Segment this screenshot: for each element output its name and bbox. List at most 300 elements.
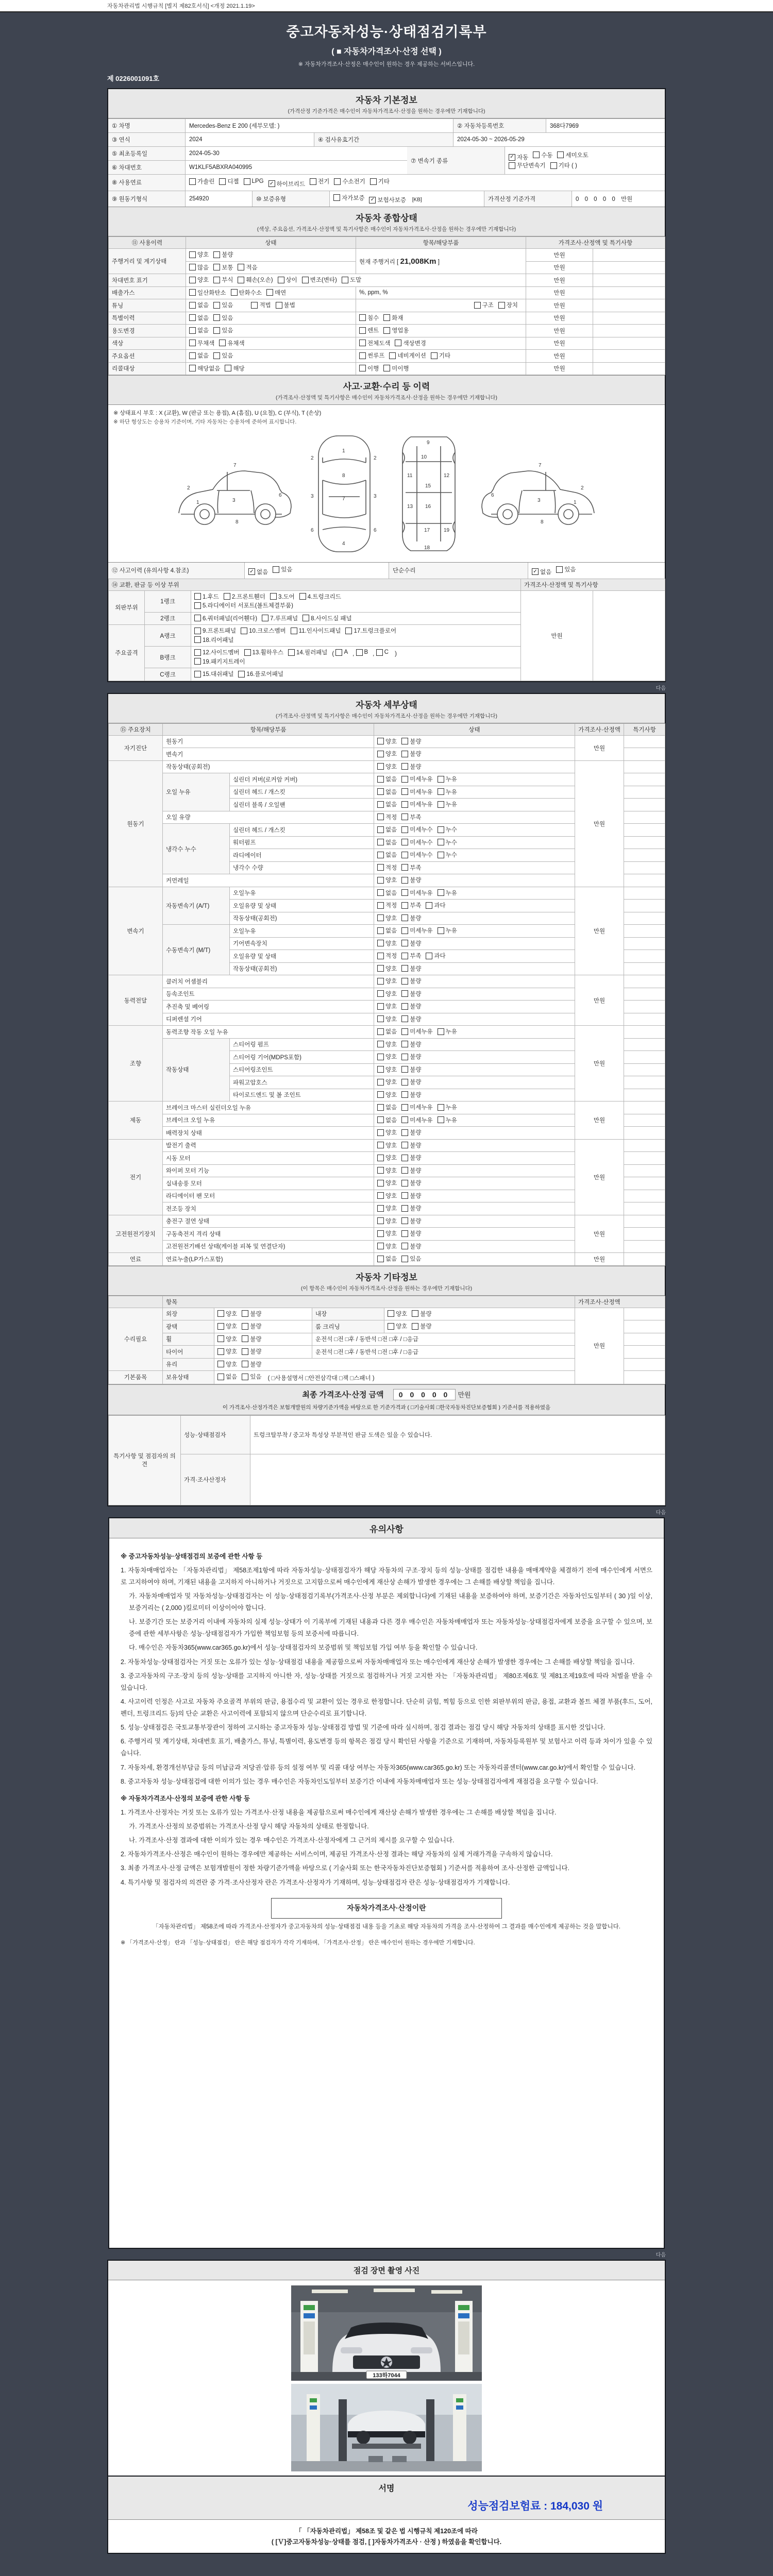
checkbox-양호[interactable] <box>217 1322 237 1330</box>
checkbox-11.인사이드패널[interactable] <box>291 626 341 635</box>
checkbox-있음[interactable] <box>242 1372 261 1381</box>
checkbox-누수[interactable] <box>438 838 457 846</box>
checkbox-2.프론트휀더[interactable] <box>224 592 265 601</box>
checkbox-label: 디젤 <box>227 179 239 185</box>
checkbox-불량[interactable] <box>401 876 421 884</box>
state-options <box>374 1001 575 1013</box>
final-price-basis-note: 이 가격조사·산정가격은 보험개발원의 차량기준가액을 바탕으로 한 기준가격과 ( □기술사회 □한국자동차진단보증협회 ) 기준서를 적용하였음 <box>222 1404 551 1411</box>
checkbox-불량[interactable] <box>401 1065 421 1074</box>
checkbox-누유[interactable] <box>438 889 457 897</box>
rank-label: A랭크 <box>145 625 191 647</box>
checkbox-상이[interactable] <box>278 276 297 284</box>
checkbox-group <box>217 1325 266 1331</box>
checkbox-label: 불량 <box>410 1155 422 1161</box>
checkbox-미세누유[interactable] <box>401 788 432 796</box>
inspector-label: 성능·상태점검자 <box>181 1415 250 1454</box>
checkbox-불량[interactable] <box>401 1078 421 1086</box>
remark-cell <box>624 1346 665 1359</box>
checkbox-미세누유[interactable] <box>401 1027 432 1036</box>
checkbox-양호[interactable] <box>377 1141 397 1149</box>
checkbox-부족[interactable] <box>401 813 421 821</box>
checkbox-있음[interactable] <box>556 565 576 573</box>
svg-text:1: 1 <box>196 500 199 505</box>
checkbox-없음[interactable] <box>377 1116 397 1124</box>
checkbox-양호[interactable] <box>377 1002 397 1010</box>
checkbox-19.패키지트레이[interactable] <box>194 657 245 666</box>
other-header-blank <box>109 1296 163 1308</box>
checkbox-누유[interactable] <box>438 1103 457 1111</box>
checkbox-없음[interactable] <box>377 1103 397 1111</box>
checkbox-미세누유[interactable] <box>401 1103 432 1111</box>
checkbox-label: 있음 <box>222 328 233 334</box>
checkbox-box <box>401 1104 408 1111</box>
usage-history-label: 특별이력 <box>109 312 186 325</box>
checkbox-4.트렁크리드[interactable] <box>299 592 341 601</box>
checkbox-group <box>377 929 462 936</box>
state-options <box>374 975 575 988</box>
checkbox-LPG[interactable] <box>244 178 264 185</box>
checkbox-해당[interactable] <box>225 364 244 372</box>
checkbox-불량[interactable] <box>401 1217 421 1225</box>
remark-cell <box>624 1164 665 1177</box>
checkbox-양호[interactable] <box>377 750 397 758</box>
checkbox-양호[interactable] <box>377 1078 397 1086</box>
checkbox-있음[interactable] <box>213 326 233 334</box>
remark-cell <box>624 1320 665 1333</box>
document-title: 중고자동차성능·상태점검기록부 <box>286 24 487 40</box>
checkbox-없음[interactable] <box>377 926 397 935</box>
checkbox-미세누유[interactable] <box>401 800 432 808</box>
checkbox-box <box>213 251 220 258</box>
checkbox-불량[interactable] <box>401 762 421 771</box>
checkbox-group <box>189 354 238 361</box>
checkbox-불량[interactable] <box>401 1002 421 1010</box>
remark-cell <box>624 1001 665 1013</box>
checkbox-양호[interactable] <box>377 964 397 973</box>
checkbox-label: 불량 <box>250 1361 262 1368</box>
basic-section-note: (가격산정 기준가격은 매수인이 자동차가격조사·산정을 원하는 경우에만 기재합니다) <box>288 108 485 114</box>
checkbox-양호[interactable] <box>377 1091 397 1099</box>
checkbox-부족[interactable] <box>401 863 421 872</box>
checkbox-box <box>426 953 432 959</box>
checkbox-양호[interactable] <box>377 977 397 985</box>
position-options: 운전석 □전 □후 / 동반석 □전 □후 / □응급 <box>312 1333 575 1346</box>
item-label: 오일유량 및 상태 <box>230 950 374 963</box>
checkbox-label: 색상변경 <box>403 340 426 347</box>
checkbox-미이행[interactable] <box>383 364 409 372</box>
checkbox-미세누유[interactable] <box>401 775 432 783</box>
rank-item-line <box>194 614 517 623</box>
svg-text:8: 8 <box>342 473 345 479</box>
checkbox-보험사보증[interactable] <box>369 196 406 204</box>
checkbox-A[interactable] <box>335 649 348 656</box>
checkbox-불량[interactable] <box>242 1360 261 1368</box>
checkbox-5.라디에이터 서포트(볼트체결부품)[interactable] <box>194 601 293 609</box>
checkbox-양호[interactable] <box>377 762 397 771</box>
checkbox-양호[interactable] <box>377 1166 397 1175</box>
checkbox-매연[interactable] <box>266 289 286 297</box>
checkbox-훼손(오손)[interactable] <box>238 276 273 284</box>
checkbox-이행[interactable] <box>359 364 379 372</box>
checkbox-없음[interactable] <box>248 568 268 576</box>
checkbox-box <box>377 738 384 744</box>
checkbox-일산화탄소[interactable] <box>189 289 226 297</box>
checkbox-누유[interactable] <box>438 775 457 783</box>
state-options <box>374 1013 575 1026</box>
checkbox-8.사이드실 패널[interactable] <box>303 614 351 622</box>
checkbox-group <box>189 304 238 310</box>
field-label: ⑥ 차대번호 <box>108 161 186 174</box>
checkbox-색상변경[interactable] <box>395 339 426 347</box>
checkbox-전체도색[interactable] <box>359 339 390 347</box>
checkbox-양호[interactable] <box>189 276 209 284</box>
checkbox-label: 양호 <box>226 1311 238 1317</box>
checkbox-불량[interactable] <box>401 1128 421 1137</box>
checkbox-불량[interactable] <box>401 977 421 985</box>
checkbox-불량[interactable] <box>401 914 421 922</box>
checkbox-양호[interactable] <box>377 1229 397 1238</box>
checkbox-누유[interactable] <box>438 1116 457 1124</box>
checkbox-누수[interactable] <box>438 825 457 834</box>
checkbox-가솔린[interactable] <box>189 177 214 185</box>
checkbox-있음[interactable] <box>401 1255 421 1263</box>
checkbox-수동[interactable] <box>533 151 552 159</box>
checkbox-6.쿼터패널(리어휀다)[interactable] <box>194 614 257 622</box>
checkbox-없음[interactable] <box>377 788 397 796</box>
checkbox-불량[interactable] <box>401 1091 421 1099</box>
inspector-opinion-text: 트렁크탈부착 / 중고차 특성상 부분적인 판금 도색은 있을 수 있습니다. <box>250 1415 665 1454</box>
checkbox-없음[interactable] <box>377 825 397 834</box>
checkbox-양호[interactable] <box>377 737 397 745</box>
checkbox-label: 양호 <box>396 1311 408 1317</box>
checkbox-불량[interactable] <box>401 1229 421 1238</box>
checkbox-label: 양호 <box>385 764 397 770</box>
checkbox-전기[interactable] <box>310 177 329 185</box>
checkbox-없음[interactable] <box>189 301 209 309</box>
checkbox-group <box>377 1232 426 1239</box>
model-year-value: 2024 <box>186 133 314 146</box>
checkbox-group <box>377 1182 426 1188</box>
checkbox-group <box>359 329 414 335</box>
checkbox-box <box>266 289 273 296</box>
field-label: ③ 연식 <box>108 133 186 146</box>
checkbox-기타[interactable] <box>370 177 390 185</box>
state-options <box>374 925 575 938</box>
notice-line: 다. 매수인은 자동차365(www.car365.go.kr)에서 성능·상태점검자의 보증범위 및 책임보험 가입 여부 등을 확인할 수 있습니다. <box>129 1644 478 1652</box>
checkbox-누유[interactable] <box>438 926 457 935</box>
checkbox-미세누수[interactable] <box>401 851 432 859</box>
checkbox-box <box>401 953 408 959</box>
remark-cell <box>624 1013 665 1026</box>
checkbox-네비게이션[interactable] <box>389 351 426 360</box>
price-cell: 만원 <box>526 261 593 274</box>
checkbox-있음[interactable] <box>213 301 233 309</box>
checkbox-화재[interactable] <box>383 314 403 322</box>
checkbox-없음[interactable] <box>377 1255 397 1263</box>
checkbox-양호[interactable] <box>377 876 397 884</box>
checkbox-양호[interactable] <box>217 1360 237 1368</box>
checkbox-많음[interactable] <box>189 263 209 272</box>
checkbox-13.휠하우스[interactable] <box>244 648 283 656</box>
checkbox-불량[interactable] <box>401 990 421 998</box>
checkbox-양호[interactable] <box>388 1322 407 1330</box>
checkbox-1.후드[interactable] <box>194 592 219 601</box>
checkbox-box <box>377 1243 384 1249</box>
checkbox-box <box>401 902 408 909</box>
checkbox-누수[interactable] <box>438 851 457 859</box>
checkbox-label: 불량 <box>410 1054 422 1060</box>
checkbox-미세누유[interactable] <box>401 926 432 935</box>
checkbox-보통[interactable] <box>213 263 233 272</box>
checkbox-불량[interactable] <box>412 1310 431 1318</box>
price-cell: 만원 <box>526 350 593 363</box>
checkbox-불량[interactable] <box>401 1053 421 1061</box>
checkbox-불량[interactable] <box>401 750 421 758</box>
device-label: 제동 <box>109 1101 163 1140</box>
checkbox-불량[interactable] <box>242 1322 261 1330</box>
next-page-link[interactable]: 다음 <box>656 1510 666 1516</box>
remark-cell <box>593 312 665 325</box>
checkbox-구조[interactable] <box>474 301 494 309</box>
checkbox-미세누유[interactable] <box>401 1116 432 1124</box>
item-label: 스티어링 펌프 <box>230 1038 374 1051</box>
checkbox-없음[interactable] <box>377 1027 397 1036</box>
checkbox-양호[interactable] <box>217 1310 237 1318</box>
checkbox-C[interactable] <box>376 649 389 656</box>
checkbox-box <box>533 151 540 158</box>
checkbox-누유[interactable] <box>438 800 457 808</box>
checkbox-기타[interactable] <box>431 351 450 360</box>
checkbox-없음[interactable] <box>217 1372 237 1381</box>
checkbox-box <box>219 340 226 346</box>
price-cell: 만원 <box>526 274 593 287</box>
checkbox-label: 불량 <box>410 1092 422 1098</box>
checkbox-하이브리드[interactable] <box>268 180 306 188</box>
checkbox-label: 양호 <box>385 940 397 947</box>
checkbox-불법[interactable] <box>276 301 295 309</box>
checkbox-label: 보험사보증 <box>377 197 406 204</box>
checkbox-수소전기[interactable] <box>334 177 365 185</box>
checkbox-group <box>377 1081 426 1087</box>
checkbox-양호[interactable] <box>377 939 397 947</box>
checkbox-box <box>217 1323 224 1330</box>
item-label: 고전원전기배선 상태(케이블 피복 및 연결단자) <box>163 1240 374 1253</box>
checkbox-양호[interactable] <box>377 1154 397 1162</box>
checkbox-탄화수소[interactable] <box>231 289 262 297</box>
checkbox-18.리어패널[interactable] <box>194 636 233 644</box>
item-label: 오일누유 <box>230 925 374 938</box>
checkbox-양호[interactable] <box>377 914 397 922</box>
checkbox-과다[interactable] <box>426 952 445 960</box>
other-section-header <box>108 1266 665 1296</box>
checkbox-장치[interactable] <box>498 301 518 309</box>
checkbox-label: 불량 <box>410 877 422 884</box>
checkbox-불량[interactable] <box>401 1154 421 1162</box>
checkbox-양호[interactable] <box>377 990 397 998</box>
checkbox-box <box>438 788 444 795</box>
checkbox-불량[interactable] <box>242 1310 261 1318</box>
checkbox-있음[interactable] <box>213 314 233 322</box>
checkbox-무채색[interactable] <box>189 339 214 347</box>
simple-repair-options <box>528 563 665 579</box>
checkbox-label: 9.프론트패널 <box>203 628 237 634</box>
item-label: 작동상태(공회전) <box>230 962 374 975</box>
checkbox-양호[interactable] <box>388 1310 407 1318</box>
checkbox-없음[interactable] <box>377 851 397 859</box>
checkbox-적정[interactable] <box>377 952 397 960</box>
checkbox-9.프론트패널[interactable] <box>194 626 236 635</box>
checkbox-양호[interactable] <box>377 1053 397 1061</box>
checkbox-침수[interactable] <box>359 314 379 322</box>
checkbox-불량[interactable] <box>401 964 421 973</box>
checkbox-양호[interactable] <box>377 1204 397 1212</box>
checkbox-B[interactable] <box>356 649 368 656</box>
base-price-value: 0 0 0 0 0 <box>576 196 621 202</box>
detail-header: 특기사항 <box>624 723 665 735</box>
checkbox-label: 훼손(오손) <box>246 277 273 283</box>
checkbox-불량[interactable] <box>401 737 421 745</box>
checkbox-없음[interactable] <box>189 314 209 322</box>
checkbox-불량[interactable] <box>401 1192 421 1200</box>
checkbox-불량[interactable] <box>401 1141 421 1149</box>
checkbox-부족[interactable] <box>401 952 421 960</box>
checkbox-불량[interactable] <box>401 939 421 947</box>
checkbox-불량[interactable] <box>213 250 233 259</box>
checkbox-불량[interactable] <box>401 1204 421 1212</box>
checkbox-적음[interactable] <box>238 263 257 272</box>
checkbox-3.도어[interactable] <box>270 592 295 601</box>
checkbox-box <box>550 162 557 169</box>
checkbox-box <box>194 636 201 643</box>
checkbox-15.대쉬패널[interactable] <box>194 670 233 678</box>
notice-line: ※ 자동차가격조사·산정의 보증에 관한 사항 등 <box>121 1794 250 1802</box>
checkbox-양호[interactable] <box>189 250 209 259</box>
checkbox-양호[interactable] <box>377 1128 397 1137</box>
checkbox-없음[interactable] <box>377 889 397 897</box>
checkbox-box <box>194 628 201 634</box>
checkbox-기타 ( )[interactable] <box>550 161 577 170</box>
checkbox-해당없음[interactable] <box>189 364 220 372</box>
checkbox-불량[interactable] <box>401 1166 421 1175</box>
checkbox-미세누수[interactable] <box>401 838 432 846</box>
checkbox-부식[interactable] <box>213 276 233 284</box>
checkbox-label: 적정 <box>385 865 397 871</box>
checkbox-도말[interactable] <box>342 276 361 284</box>
checkbox-자가보증[interactable] <box>333 194 364 202</box>
checkbox-14.필러패널[interactable] <box>288 648 327 656</box>
next-page-link[interactable]: 다음 <box>656 2252 666 2258</box>
checkbox-불량[interactable] <box>412 1322 431 1330</box>
checkbox-7.루프패널[interactable] <box>262 614 298 622</box>
checkbox-12.사이드멤버[interactable] <box>194 648 240 656</box>
checkbox-양호[interactable] <box>377 1179 397 1187</box>
checkbox-있음[interactable] <box>213 351 233 360</box>
car-diagram-side-right <box>475 436 603 552</box>
checkbox-있음[interactable] <box>273 565 292 573</box>
checkbox-미세누유[interactable] <box>401 889 432 897</box>
checkbox-없음[interactable] <box>189 351 209 360</box>
checkbox-불량[interactable] <box>401 1015 421 1023</box>
base-price <box>572 191 665 207</box>
next-page-link[interactable]: 다음 <box>656 685 666 691</box>
checkbox-양호[interactable] <box>217 1347 237 1355</box>
checkbox-적정[interactable] <box>377 863 397 872</box>
accident-history-flex <box>108 562 665 579</box>
checkbox-양호[interactable] <box>217 1335 237 1343</box>
checkbox-없음[interactable] <box>377 775 397 783</box>
checkbox-box <box>401 914 408 921</box>
checkbox-없음[interactable] <box>532 568 551 576</box>
checkbox-label: 부족 <box>410 865 422 871</box>
item-label: 실린더 헤드 / 개스킷 <box>230 824 374 837</box>
checkbox-자동[interactable] <box>509 153 528 161</box>
checkbox-영업용[interactable] <box>383 326 409 334</box>
remark-cell <box>624 1051 665 1064</box>
checkbox-양호[interactable] <box>377 1217 397 1225</box>
checkbox-양호[interactable] <box>377 1192 397 1200</box>
price-cell: 만원 <box>575 1253 624 1266</box>
checkbox-과다[interactable] <box>426 901 445 909</box>
checkbox-변조(변타)[interactable] <box>302 276 337 284</box>
checkbox-썬루프[interactable] <box>359 351 384 360</box>
checkbox-적법[interactable] <box>251 301 271 309</box>
checkbox-불량[interactable] <box>401 1040 421 1048</box>
item-label: 연료누출(LP가스포함) <box>163 1253 374 1266</box>
checkbox-적정[interactable] <box>377 901 397 909</box>
checkbox-양호[interactable] <box>377 1040 397 1048</box>
checkbox-누유[interactable] <box>438 788 457 796</box>
checkbox-group <box>377 992 426 998</box>
checkbox-불량[interactable] <box>401 1242 421 1250</box>
rank-item-line: 12.사이드멤버 13.휠하우스 14.필러패널 ( A , B , C ) <box>194 648 517 657</box>
mileage-value: 21,008Km <box>400 257 436 266</box>
checkbox-세미오토[interactable] <box>557 151 588 159</box>
checkbox-적정[interactable] <box>377 813 397 821</box>
checkbox-box <box>401 978 408 985</box>
checkbox-10.크로스멤버[interactable] <box>241 626 286 635</box>
checkbox-label: 미세누유 <box>410 1029 433 1035</box>
checkbox-없음[interactable] <box>377 800 397 808</box>
checkbox-누유[interactable] <box>438 1027 457 1036</box>
checkbox-부족[interactable] <box>401 901 421 909</box>
checkbox-렌트[interactable] <box>359 326 379 334</box>
checkbox-label: 불량 <box>410 1243 422 1250</box>
checkbox-label: 16.플로어패널 <box>246 671 283 677</box>
checkbox-17.트렁크플로어[interactable] <box>345 626 396 635</box>
item-options <box>356 362 526 375</box>
checkbox-불량[interactable] <box>242 1335 261 1343</box>
checkbox-box <box>213 264 220 270</box>
checkbox-양호[interactable] <box>377 1065 397 1074</box>
checkbox-유채색[interactable] <box>219 339 244 347</box>
subgroup-label: 수동변속기 (M/T) <box>163 925 230 975</box>
checkbox-없음[interactable] <box>189 326 209 334</box>
checkbox-무단변속기[interactable] <box>509 161 546 170</box>
checkbox-group <box>377 1118 462 1125</box>
checkbox-16.플로어패널[interactable] <box>238 670 283 678</box>
checkbox-불량[interactable] <box>242 1347 261 1355</box>
remark-cell <box>624 950 665 963</box>
checkbox-양호[interactable] <box>377 1015 397 1023</box>
checkbox-디젤[interactable] <box>219 177 239 185</box>
state-code-note: ※ 하단 형상도는 승용차 기준이며, 기타 자동차는 승용차에 준하여 표시합니다. <box>113 419 297 425</box>
checkbox-없음[interactable] <box>377 838 397 846</box>
remark-cell <box>593 299 665 312</box>
item-label: 작동상태(공회전) <box>163 760 374 773</box>
checkbox-양호[interactable] <box>377 1242 397 1250</box>
checkbox-미세누수[interactable] <box>401 825 432 834</box>
checkbox-불량[interactable] <box>401 1179 421 1187</box>
